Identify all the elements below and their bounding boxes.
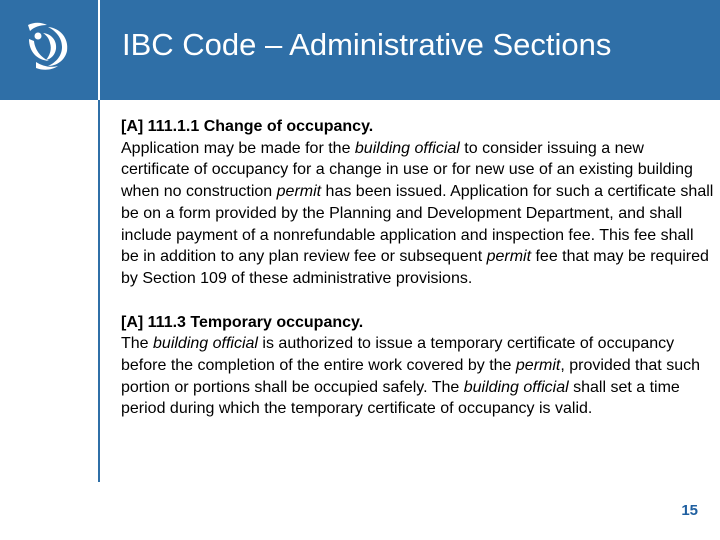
section-change-of-occupancy (121, 116, 715, 290)
section-temporary-occupancy (121, 312, 715, 421)
phoenix-logo-icon (0, 0, 98, 100)
defined-term: permit (515, 357, 561, 375)
defined-term: permit (276, 183, 322, 201)
slide-body (121, 116, 715, 420)
page-number: 15 (681, 502, 698, 519)
defined-term: building official (354, 139, 460, 157)
body-text-run: is authorized to issue a temporary certificate of occupancy before the completion of the entire work covered by the (121, 335, 675, 375)
body-text-run: has been issued. Application for such a certificate shall be on a form provided by the Planning and Development Department, and shall include payment of a nonrefundable application and inspection fee. This fee shall be in addition to any plan review fee or subsequent (121, 183, 714, 266)
body-text-run: to consider issuing a new certificate of occupancy for a change in use or for new use of an existing building when no construction (121, 139, 693, 201)
defined-term: building official (153, 335, 258, 353)
vertical-divider-header (98, 0, 100, 100)
slide-title: IBC Code – Administrative Sections (122, 27, 612, 62)
logo (0, 0, 98, 100)
body-text-run: , provided that such portion or portions shall be occupied safely. The (121, 357, 700, 396)
defined-term: building official (463, 378, 569, 396)
body-text-run: fee that may be required by Section 109 of these administrative provisions. (121, 248, 709, 287)
body-text-run: Application may be made for the (121, 139, 355, 157)
section-heading: [A] 111.1.1 Change of occupancy. (121, 118, 374, 135)
body-text-run: The (121, 335, 154, 353)
defined-term: permit (486, 248, 532, 266)
body-text-run: shall set a time period during which the temporary certificate of occupancy is valid. (121, 378, 680, 418)
section-heading: [A] 111.3 Temporary occupancy. (121, 313, 364, 331)
